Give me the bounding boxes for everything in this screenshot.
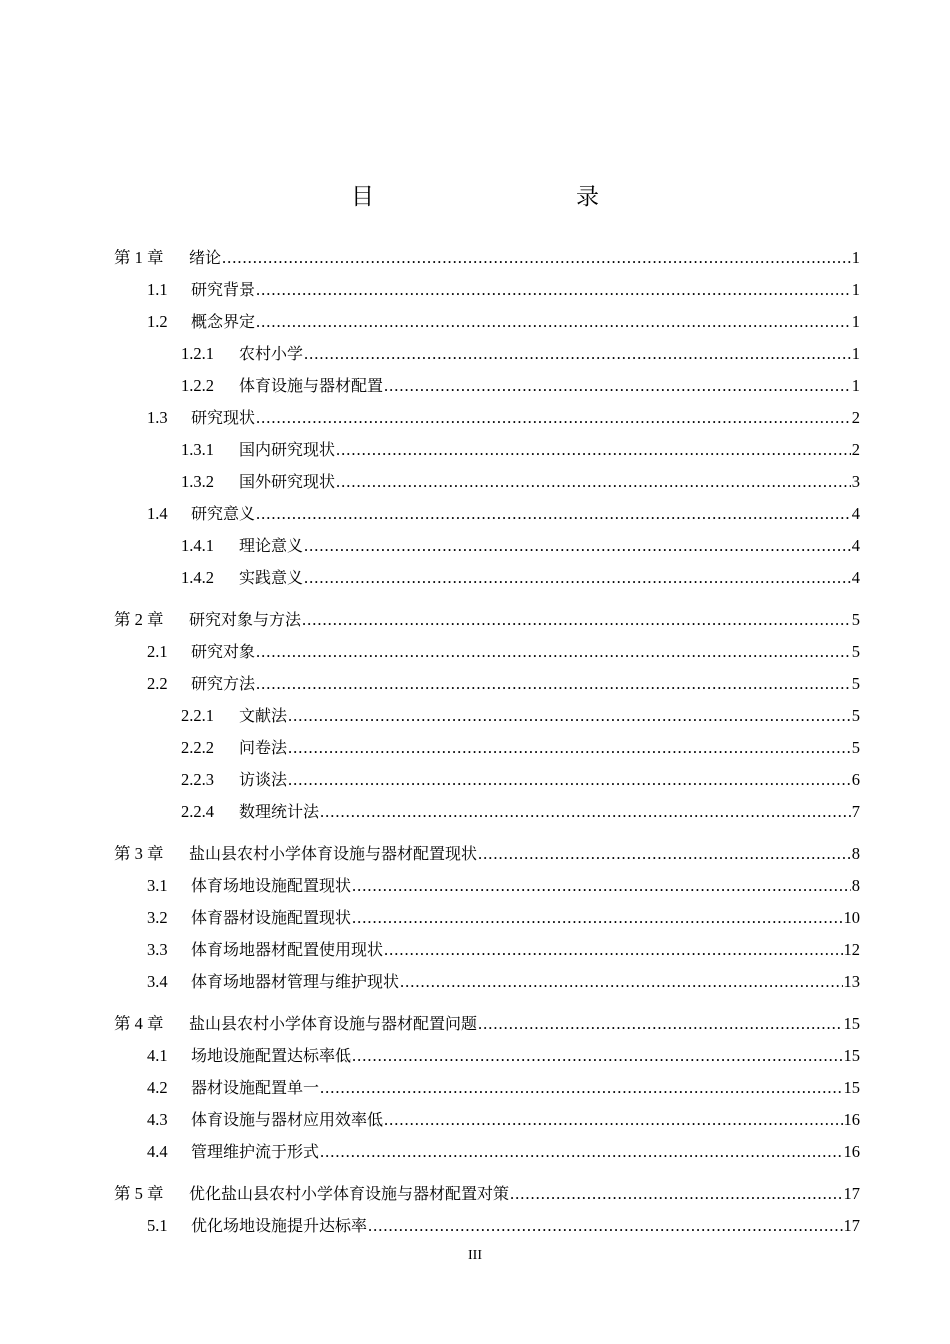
toc-entry-page: 5: [851, 738, 860, 757]
toc-entry-label: 优化盐山县农村小学体育设施与器材配置对策: [189, 1184, 510, 1203]
toc-entry-label: 体育设施与器材配置: [239, 376, 384, 395]
toc-entry-page: 1: [851, 248, 860, 267]
toc-entry-label: 管理维护流于形式: [191, 1142, 320, 1161]
dot-leader: [384, 934, 842, 966]
toc-entry-label: 国外研究现状: [239, 472, 336, 491]
toc-entry-number: 1.3.2: [181, 472, 214, 491]
dot-leader: [256, 498, 851, 530]
toc-entry-label: 体育设施与器材应用效率低: [191, 1110, 384, 1129]
toc-entry-page: 1: [851, 344, 860, 363]
toc-entry-label: 研究背景: [191, 280, 256, 299]
toc-entry-page: 15: [843, 1014, 860, 1033]
toc-entry-number: 3.4: [147, 972, 168, 991]
dot-leader: [320, 1136, 842, 1168]
dot-leader: [288, 764, 851, 796]
toc-entry-label: 研究意义: [191, 504, 256, 523]
toc-entry[interactable]: [114, 402, 860, 434]
toc-entry[interactable]: [114, 700, 860, 732]
dot-leader: [384, 370, 851, 402]
dot-leader: [510, 1178, 842, 1210]
toc-entry[interactable]: [114, 338, 860, 370]
toc-entry[interactable]: [114, 530, 860, 562]
toc-entry-number: 1.2: [147, 312, 168, 331]
page-title: 目 录: [351, 184, 651, 210]
dot-leader: [384, 1104, 842, 1136]
toc-entry-page: 5: [851, 610, 860, 629]
toc-entry-label: 盐山县农村小学体育设施与器材配置问题: [189, 1014, 478, 1033]
toc-entry[interactable]: [114, 732, 860, 764]
dot-leader: [368, 1210, 842, 1242]
toc-entry-page: 5: [851, 706, 860, 725]
toc-entry-label: 研究现状: [191, 408, 256, 427]
toc-entry-page: 17: [843, 1216, 860, 1235]
toc-entry[interactable]: [114, 306, 860, 338]
toc-entry-page: 12: [843, 940, 860, 959]
toc-entry-page: 1: [851, 312, 860, 331]
toc-entry[interactable]: [114, 1136, 860, 1168]
toc-entry-label: 体育场地器材配置使用现状: [191, 940, 384, 959]
dot-leader: [336, 434, 851, 466]
toc-entry-number: 2.1: [147, 642, 168, 661]
toc-entry-number: 1.2.1: [181, 344, 214, 363]
toc-entry-page: 10: [843, 908, 860, 927]
toc-entry-number: 第 5 章: [114, 1184, 164, 1203]
dot-leader: [304, 338, 851, 370]
toc-entry-number: 2.2.4: [181, 802, 214, 821]
page-number-footer: III: [468, 1248, 482, 1263]
toc-entry-number: 4.4: [147, 1142, 168, 1161]
toc-entry-page: 8: [851, 876, 860, 895]
toc-entry-page: 5: [851, 642, 860, 661]
toc-entry-label: 体育场地器材管理与维护现状: [191, 972, 400, 991]
toc-entry[interactable]: [114, 1210, 860, 1242]
toc-entry[interactable]: [114, 498, 860, 530]
dot-leader: [352, 1040, 842, 1072]
toc-entry-label: 国内研究现状: [239, 440, 336, 459]
toc-entry[interactable]: [114, 1040, 860, 1072]
toc-entry-label: 器材设施配置单一: [191, 1078, 320, 1097]
toc-entry-page: 7: [851, 802, 860, 821]
dot-leader: [256, 274, 851, 306]
toc-entry[interactable]: [114, 870, 860, 902]
dot-leader: [320, 796, 851, 828]
toc-entry-number: 2.2: [147, 674, 168, 693]
dot-leader: [352, 902, 842, 934]
toc-entry-number: 1.3.1: [181, 440, 214, 459]
toc-entry-page: 1: [851, 280, 860, 299]
toc-entry-page: 8: [851, 844, 860, 863]
toc-entry[interactable]: [114, 1072, 860, 1104]
dot-leader: [256, 668, 851, 700]
toc-entry-number: 1.3: [147, 408, 168, 427]
toc-entry-page: 15: [843, 1046, 860, 1065]
toc-entry-page: 6: [851, 770, 860, 789]
toc-entry[interactable]: [114, 1008, 860, 1040]
dot-leader: [288, 700, 851, 732]
dot-leader: [352, 870, 851, 902]
toc-entry-number: 3.1: [147, 876, 168, 895]
dot-leader: [304, 530, 851, 562]
toc-entry-page: 13: [843, 972, 860, 991]
toc-entry-page: 5: [851, 674, 860, 693]
toc-entry-number: 第 3 章: [114, 844, 164, 863]
toc-entry-page: 4: [851, 568, 860, 587]
toc-entry[interactable]: [114, 1178, 860, 1210]
toc-entry-label: 研究方法: [191, 674, 256, 693]
toc-entry-page: 16: [843, 1110, 860, 1129]
toc-entry-page: 4: [851, 536, 860, 555]
toc-entry-page: 2: [851, 408, 860, 427]
toc-entry-number: 4.2: [147, 1078, 168, 1097]
toc-entry[interactable]: [114, 1104, 860, 1136]
dot-leader: [304, 562, 851, 594]
toc-entry[interactable]: [114, 274, 860, 306]
toc-entry-label: 研究对象与方法: [189, 610, 302, 629]
toc-entry-label: 盐山县农村小学体育设施与器材配置现状: [189, 844, 478, 863]
dot-leader: [478, 838, 851, 870]
toc-entry-label: 问卷法: [239, 738, 288, 757]
toc-entry-label: 体育场地设施配置现状: [191, 876, 352, 895]
dot-leader: [256, 636, 851, 668]
toc-entry-number: 1.1: [147, 280, 168, 299]
toc-entry[interactable]: [114, 764, 860, 796]
toc-entry-page: 1: [851, 376, 860, 395]
toc-entry-number: 第 2 章: [114, 610, 164, 629]
toc-entry[interactable]: [114, 604, 860, 636]
toc-entry-number: 3.2: [147, 908, 168, 927]
toc-entry-page: 2: [851, 440, 860, 459]
toc-entry-label: 实践意义: [239, 568, 304, 587]
toc-entry[interactable]: [114, 636, 860, 668]
toc-entry[interactable]: [114, 668, 860, 700]
toc-entry[interactable]: [114, 434, 860, 466]
toc-entry[interactable]: [114, 796, 860, 828]
toc-entry-number: 1.4: [147, 504, 168, 523]
toc-entry-number: 第 1 章: [114, 248, 164, 267]
dot-leader: [222, 242, 851, 274]
toc-entry-page: 3: [851, 472, 860, 491]
toc-entry[interactable]: [114, 466, 860, 498]
toc-entry-number: 2.2.3: [181, 770, 214, 789]
toc-entry-label: 访谈法: [239, 770, 288, 789]
toc-entry-number: 4.3: [147, 1110, 168, 1129]
toc-entry-number: 3.3: [147, 940, 168, 959]
toc-entry-label: 场地设施配置达标率低: [191, 1046, 352, 1065]
toc-entry-page: 16: [843, 1142, 860, 1161]
toc-entry-page: 4: [851, 504, 860, 523]
toc-entry-label: 概念界定: [191, 312, 256, 331]
toc-entry-label: 绪论: [189, 248, 222, 267]
toc-entry-label: 体育器材设施配置现状: [191, 908, 352, 927]
dot-leader: [320, 1072, 842, 1104]
toc-entry-label: 研究对象: [191, 642, 256, 661]
toc-entry-number: 5.1: [147, 1216, 168, 1235]
toc-entry[interactable]: [114, 966, 860, 998]
dot-leader: [478, 1008, 842, 1040]
toc-entry[interactable]: [114, 902, 860, 934]
table-of-contents: [114, 242, 860, 1242]
toc-entry-number: 2.2.1: [181, 706, 214, 725]
toc-entry[interactable]: [114, 562, 860, 594]
toc-entry-label: 文献法: [239, 706, 288, 725]
toc-entry-number: 1.4.2: [181, 568, 214, 587]
toc-entry-page: 17: [843, 1184, 860, 1203]
toc-entry[interactable]: [114, 838, 860, 870]
toc-entry[interactable]: [114, 242, 860, 274]
toc-entry-number: 1.2.2: [181, 376, 214, 395]
dot-leader: [256, 402, 851, 434]
dot-leader: [400, 966, 842, 998]
toc-entry-label: 农村小学: [239, 344, 304, 363]
toc-entry-number: 2.2.2: [181, 738, 214, 757]
toc-entry-number: 第 4 章: [114, 1014, 164, 1033]
toc-entry-label: 理论意义: [239, 536, 304, 555]
toc-entry[interactable]: [114, 934, 860, 966]
dot-leader: [288, 732, 851, 764]
toc-entry-label: 数理统计法: [239, 802, 320, 821]
toc-entry[interactable]: [114, 370, 860, 402]
toc-entry-page: 15: [843, 1078, 860, 1097]
dot-leader: [256, 306, 851, 338]
toc-entry-number: 1.4.1: [181, 536, 214, 555]
toc-entry-label: 优化场地设施提升达标率: [191, 1216, 368, 1235]
toc-entry-number: 4.1: [147, 1046, 168, 1065]
dot-leader: [336, 466, 851, 498]
dot-leader: [302, 604, 851, 636]
